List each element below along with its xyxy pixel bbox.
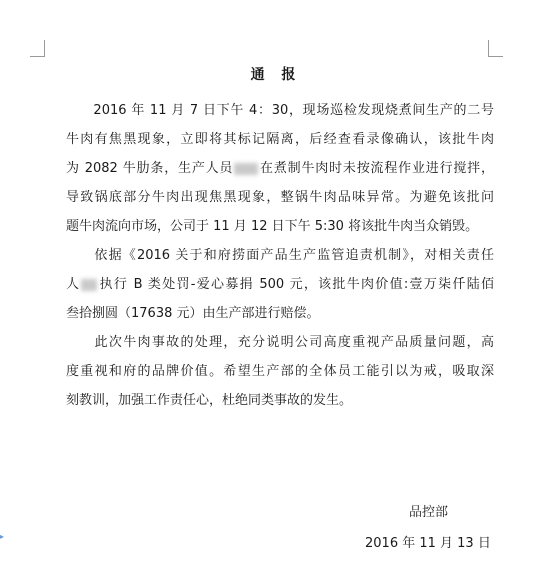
text-line: 题牛肉流向市场，公司于 11 月 12 日下午 5:30 将该批牛肉当众销毁。: [66, 219, 479, 234]
text-line: 2016 年 11 月 7 日下午 4：30，现场巡检发现烧煮间生产的二号: [66, 103, 494, 118]
signature-department: 品控部: [409, 505, 449, 520]
document-title: 通 报: [250, 67, 302, 83]
text-segment: 人: [66, 277, 81, 292]
signature-date: 2016 年 11 月 13 日: [365, 536, 491, 551]
text-line: 牛肉有焦黑现象，立即将其标记隔离，后经查看录像确认，该批牛肉: [66, 132, 494, 147]
page-corner-mark-top-right: [488, 40, 503, 57]
document-body: [66, 96, 494, 415]
text-segment: 在煮制牛肉时未按流程作业进行搅拌，: [259, 161, 494, 176]
redacted-name: [234, 163, 258, 175]
text-line: 导致锅底部分牛肉出现焦黑现象，整锅牛肉品味异常。为避免该批问: [66, 190, 494, 205]
text-line: 叁拾捌圆（17638 元）由生产部进行赔偿。: [66, 306, 320, 321]
navigation-arrow-icon[interactable]: ▸: [0, 532, 5, 541]
text-line: 刻教训，加强工作责任心，杜绝同类事故的发生。: [66, 393, 353, 408]
page-corner-mark-top-left: [30, 40, 45, 57]
text-line: 依据《2016 关于和府捞面产品生产监管追责机制》，对相关责任: [66, 248, 494, 263]
text-line: [66, 154, 494, 183]
text-segment: 执行 B 类处罚-爱心募捐 500 元，该批牛肉价值:壹万柒仟陆佰: [98, 277, 494, 292]
text-line: 此次牛肉事故的处理，充分说明公司高度重视产品质量问题，高: [66, 335, 494, 350]
text-line: [66, 270, 494, 299]
text-line: 度重视和府的品牌价值。希望生产部的全体员工能引以为戒，吸取深: [66, 364, 494, 379]
paragraph-conclusion: [66, 328, 494, 415]
paragraph-incident: [66, 96, 494, 241]
text-segment: 为 2082 牛肋条，生产人员: [66, 161, 234, 176]
paragraph-penalty: [66, 241, 494, 328]
redacted-name: [81, 279, 97, 291]
